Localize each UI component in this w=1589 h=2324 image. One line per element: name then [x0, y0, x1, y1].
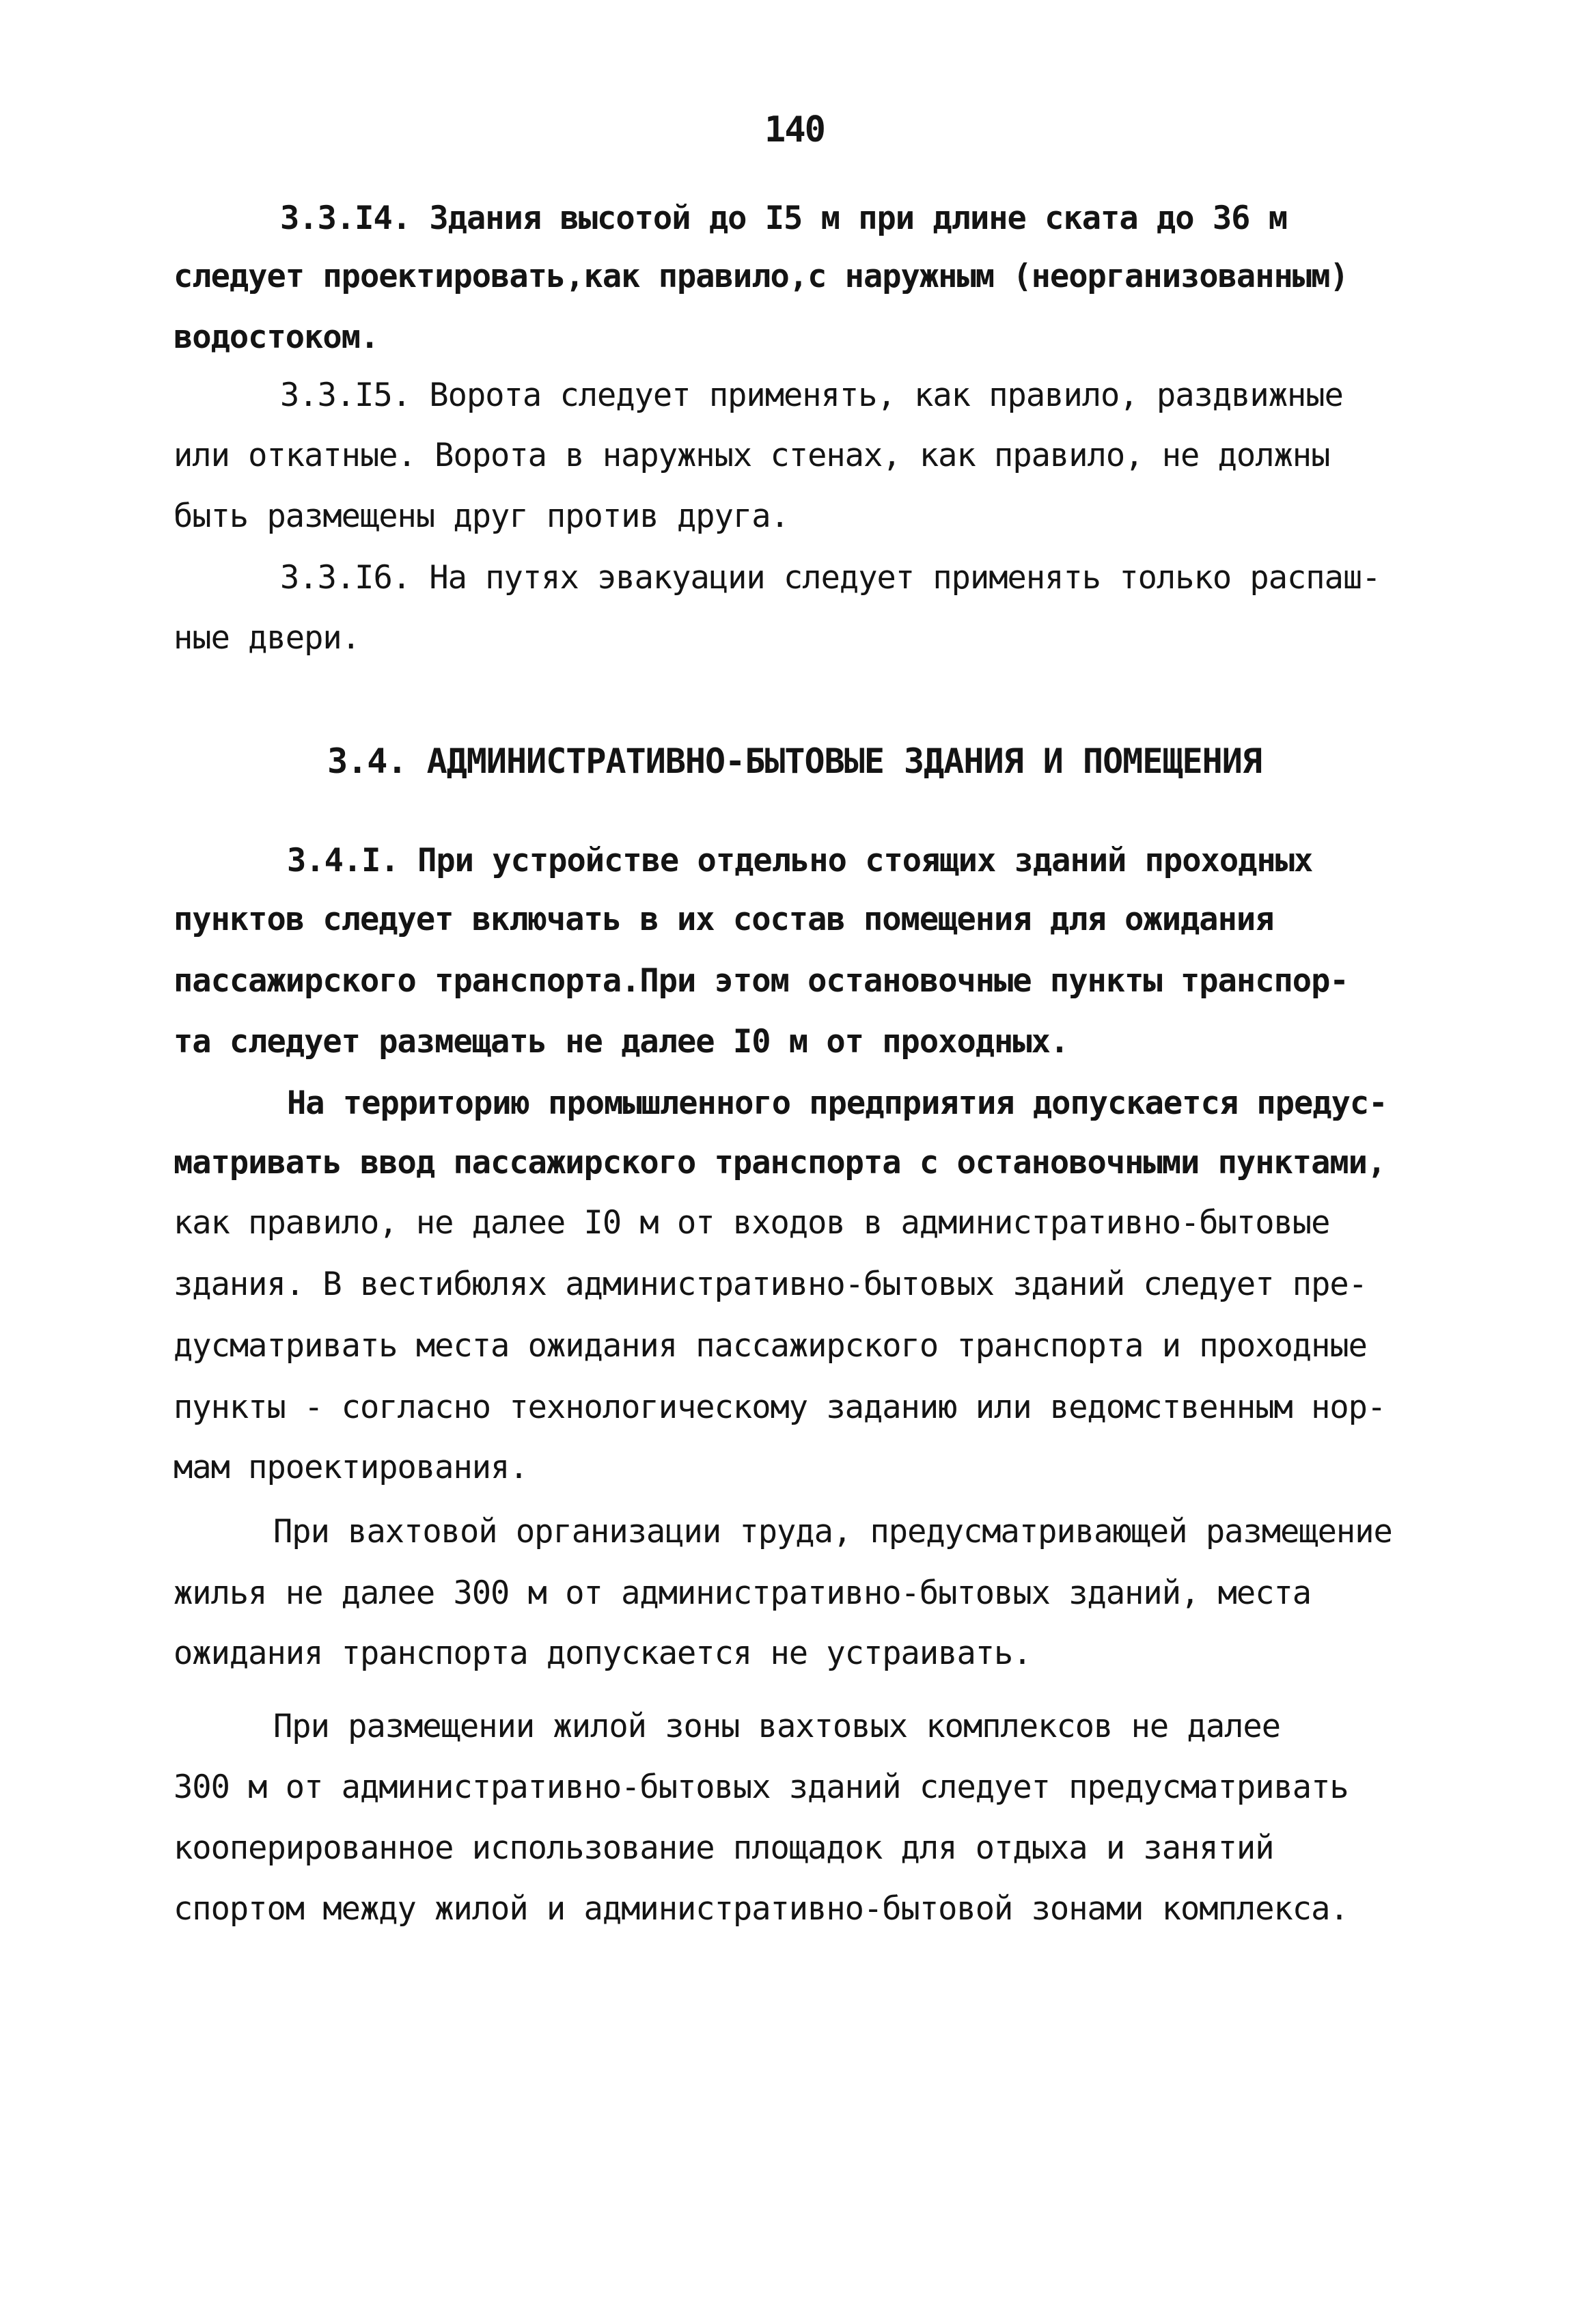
- text-line: пассажирского транспорта.При этом остановочные пункты транспор-: [174, 962, 1349, 1000]
- text-line: спортом между жилой и административно-бытовой зонами комплекса.: [174, 1890, 1349, 1928]
- text-line: ные двери.: [174, 619, 360, 657]
- text-line: дусматривать места ожидания пассажирского транспорта и проходные: [174, 1327, 1367, 1365]
- text-line: На территорию промышленного предприятия допускается предус-: [287, 1084, 1387, 1122]
- text-line: здания. В вестибюлях административно-бытовых зданий следует пре-: [174, 1266, 1367, 1303]
- text-line: жилья не далее 300 м от административно-бытовых зданий, места: [174, 1574, 1312, 1612]
- text-line: та следует размещать не далее I0 м от проходных.: [174, 1023, 1069, 1061]
- text-line: быть размещены друг против друга.: [174, 497, 789, 535]
- section-heading: 3.4. АДМИНИСТРАТИВНО-БЫТОВЫЕ ЗДАНИЯ И ПОМЕЩЕНИЯ: [327, 741, 1262, 781]
- text-line: При вахтовой организации труда, предусматривающей размещение: [273, 1513, 1392, 1550]
- text-line: 3.4.I. При устройстве отдельно стоящих зданий проходных: [287, 842, 1313, 879]
- text-line: как правило, не далее I0 м от входов в административно-бытовые: [174, 1204, 1330, 1242]
- text-line: следует проектировать,как правило,с наружным (неорганизованным): [174, 258, 1349, 295]
- text-line: 300 м от административно-бытовых зданий следует предусматривать: [174, 1768, 1349, 1806]
- text-line: пунктов следует включать в их состав помещения для ожидания: [174, 901, 1274, 938]
- text-line: При размещении жилой зоны вахтовых комплексов не далее: [273, 1708, 1281, 1745]
- text-line: 3.3.I4. Здания высотой до I5 м при длине ската до 36 м: [280, 200, 1288, 237]
- text-line: или откатные. Ворота в наружных стенах, как правило, не должны: [174, 437, 1330, 474]
- text-line: пункты - согласно технологическому заданию или ведомственным нор-: [174, 1389, 1386, 1426]
- text-line: ожидания транспорта допускается не устраивать.: [174, 1635, 1032, 1672]
- text-line: кооперированное использование площадок для отдыха и занятий: [174, 1829, 1274, 1867]
- text-line: матривать ввод пассажирского транспорта с остановочными пунктами,: [174, 1144, 1386, 1181]
- page-number: 140: [764, 109, 825, 150]
- text-line: 3.3.I6. На путях эвакуации следует применять только распаш-: [280, 559, 1381, 597]
- text-line: водостоком.: [174, 318, 379, 356]
- text-line: мам проектирования.: [174, 1449, 528, 1486]
- text-line: 3.3.I5. Ворота следует применять, как правило, раздвижные: [280, 377, 1343, 414]
